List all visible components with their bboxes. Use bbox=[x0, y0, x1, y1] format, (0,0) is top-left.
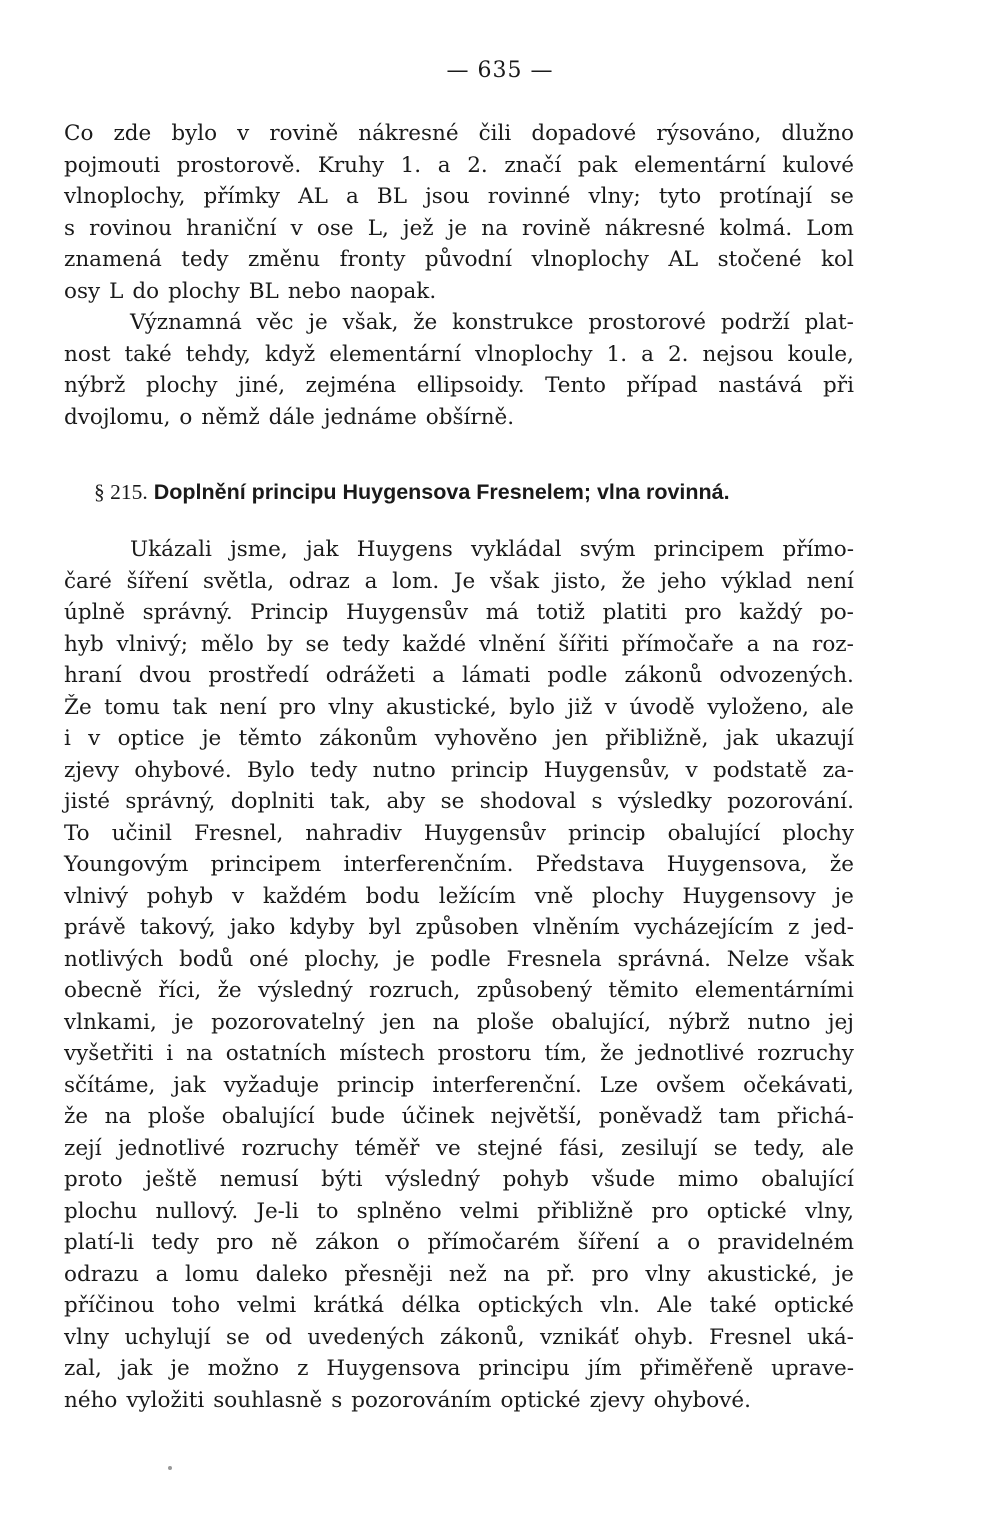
text-line: sčítáme, jak vyžaduje princip interferenční. Lze ovšem očekávati, bbox=[64, 1072, 854, 1098]
text-line: zjevy ohybové. Bylo tedy nutno princip Huygensův, v podstatě za- bbox=[64, 757, 854, 783]
text-line: pojmouti prostorově. Kruhy 1. a 2. značí pak elementární kulové bbox=[64, 152, 854, 178]
paragraph-2 bbox=[64, 307, 854, 433]
section-heading bbox=[94, 480, 854, 505]
text-line: To učinil Fresnel, nahradiv Huygensův princip obalující plochy bbox=[64, 820, 854, 846]
text-line: právě takový, jako kdyby byl způsoben vlněním vycházejícím z jed- bbox=[64, 915, 854, 940]
text-line: že na ploše obalující bude účinek největší, poněvadž tam přichá- bbox=[64, 1104, 854, 1129]
text-line: zejí jednotlivé rozruchy téměř ve stejné fási, zesilují se tedy, ale bbox=[64, 1135, 854, 1161]
text-line: hyb vlnivý; mělo by se tedy každé vlnění šířiti přímočaře a na roz- bbox=[64, 631, 854, 657]
text-line: vlnoplochy, přímky AL a BL jsou rovinné vlny; tyto protínají se bbox=[64, 184, 854, 209]
speck bbox=[168, 1466, 172, 1470]
text-line: znamená tedy změnu fronty původní vlnoplochy AL stočené kol bbox=[64, 247, 854, 272]
text-line: odrazu a lomu daleko přesněji než na př. pro vlny akustické, je bbox=[64, 1261, 854, 1287]
text-line: proto ještě nemusí býti výsledný pohyb všude mimo obalující bbox=[64, 1167, 854, 1192]
text-line: úplně správný. Princip Huygensův má totiž platiti pro každý po- bbox=[64, 600, 854, 625]
text-line: Ukázali jsme, jak Huygens vykládal svým principem přímo- bbox=[130, 537, 854, 562]
text-line: čaré šíření světla, odraz a lom. Je však jisto, že jeho výklad není bbox=[64, 568, 854, 594]
text-line: s rovinou hraniční v ose L, jež je na rovině nákresné kolmá. Lom bbox=[64, 215, 854, 241]
text-line: Významná věc je však, že konstrukce prostorové podrží plat- bbox=[130, 310, 854, 335]
text-line: dvojlomu, o němž dále jednáme obšírně. bbox=[64, 404, 515, 430]
text-line: nýbrž plochy jiné, zejména ellipsoidy. Tento případ nastává při bbox=[64, 373, 854, 398]
text-line: obecně říci, že výsledný rozruch, způsobený těmito elementárními bbox=[64, 978, 854, 1003]
text-line: vlnivý pohyb v každém bodu ležícím vně plochy Huygensovy je bbox=[64, 883, 854, 909]
text-line: Co zde bylo v rovině nákresné čili dopadové rýsováno, dlužno bbox=[64, 121, 854, 146]
paragraph-3 bbox=[64, 534, 854, 1416]
text-line: osy L do plochy BL nebo naopak. bbox=[64, 278, 437, 304]
page-number: — 635 — bbox=[446, 58, 554, 83]
text-line: i v optice je těmto zákonům vyhověno jen přibližně, jak ukazují bbox=[64, 726, 854, 751]
text-line: zal, jak je možno z Huygensova principu jím přiměřeně uprave- bbox=[64, 1356, 854, 1381]
paragraph-1 bbox=[64, 118, 854, 307]
text-line: Youngovým principem interferenčním. Představa Huygensova, že bbox=[64, 852, 854, 877]
text-line: nost také tehdy, když elementární vlnoplochy 1. a 2. nejsou koule, bbox=[64, 341, 854, 367]
section-number: § 215. bbox=[94, 480, 148, 504]
text-line: ného vyložiti souhlasně s pozorováním optické zjevy ohybové. bbox=[64, 1387, 751, 1413]
text-line: plochu nullový. Je-li to splněno velmi přibližně pro optické vlny, bbox=[64, 1198, 854, 1224]
section-title: Doplnění principu Huygensova Fresnelem; vlna rovinná. bbox=[153, 480, 730, 504]
text-line: platí-li tedy pro ně zákon o přímočarém šíření a o pravidelném bbox=[64, 1230, 854, 1255]
text-line: notlivých bodů oné plochy, je podle Fresnela správná. Nelze však bbox=[64, 946, 854, 972]
text-line: vlny uchylují se od uvedených zákonů, vznikáť ohyb. Fresnel uká- bbox=[64, 1324, 854, 1350]
text-line: vlnkami, je pozorovatelný jen na ploše obalující, nýbrž nutno jej bbox=[64, 1009, 854, 1035]
text-line: jisté správný, doplniti tak, aby se shodoval s výsledky pozorování. bbox=[64, 789, 854, 814]
text-line: Že tomu tak není pro vlny akustické, bylo již v úvodě vyloženo, ale bbox=[64, 694, 854, 720]
text-line: příčinou toho velmi krátká délka optických vln. Ale také optické bbox=[64, 1293, 854, 1318]
text-line: hraní dvou prostředí odrážeti a lámati podle zákonů odvozených. bbox=[64, 663, 854, 688]
text-line: vyšetřiti i na ostatních místech prostoru tím, že jednotlivé rozruchy bbox=[64, 1041, 854, 1066]
